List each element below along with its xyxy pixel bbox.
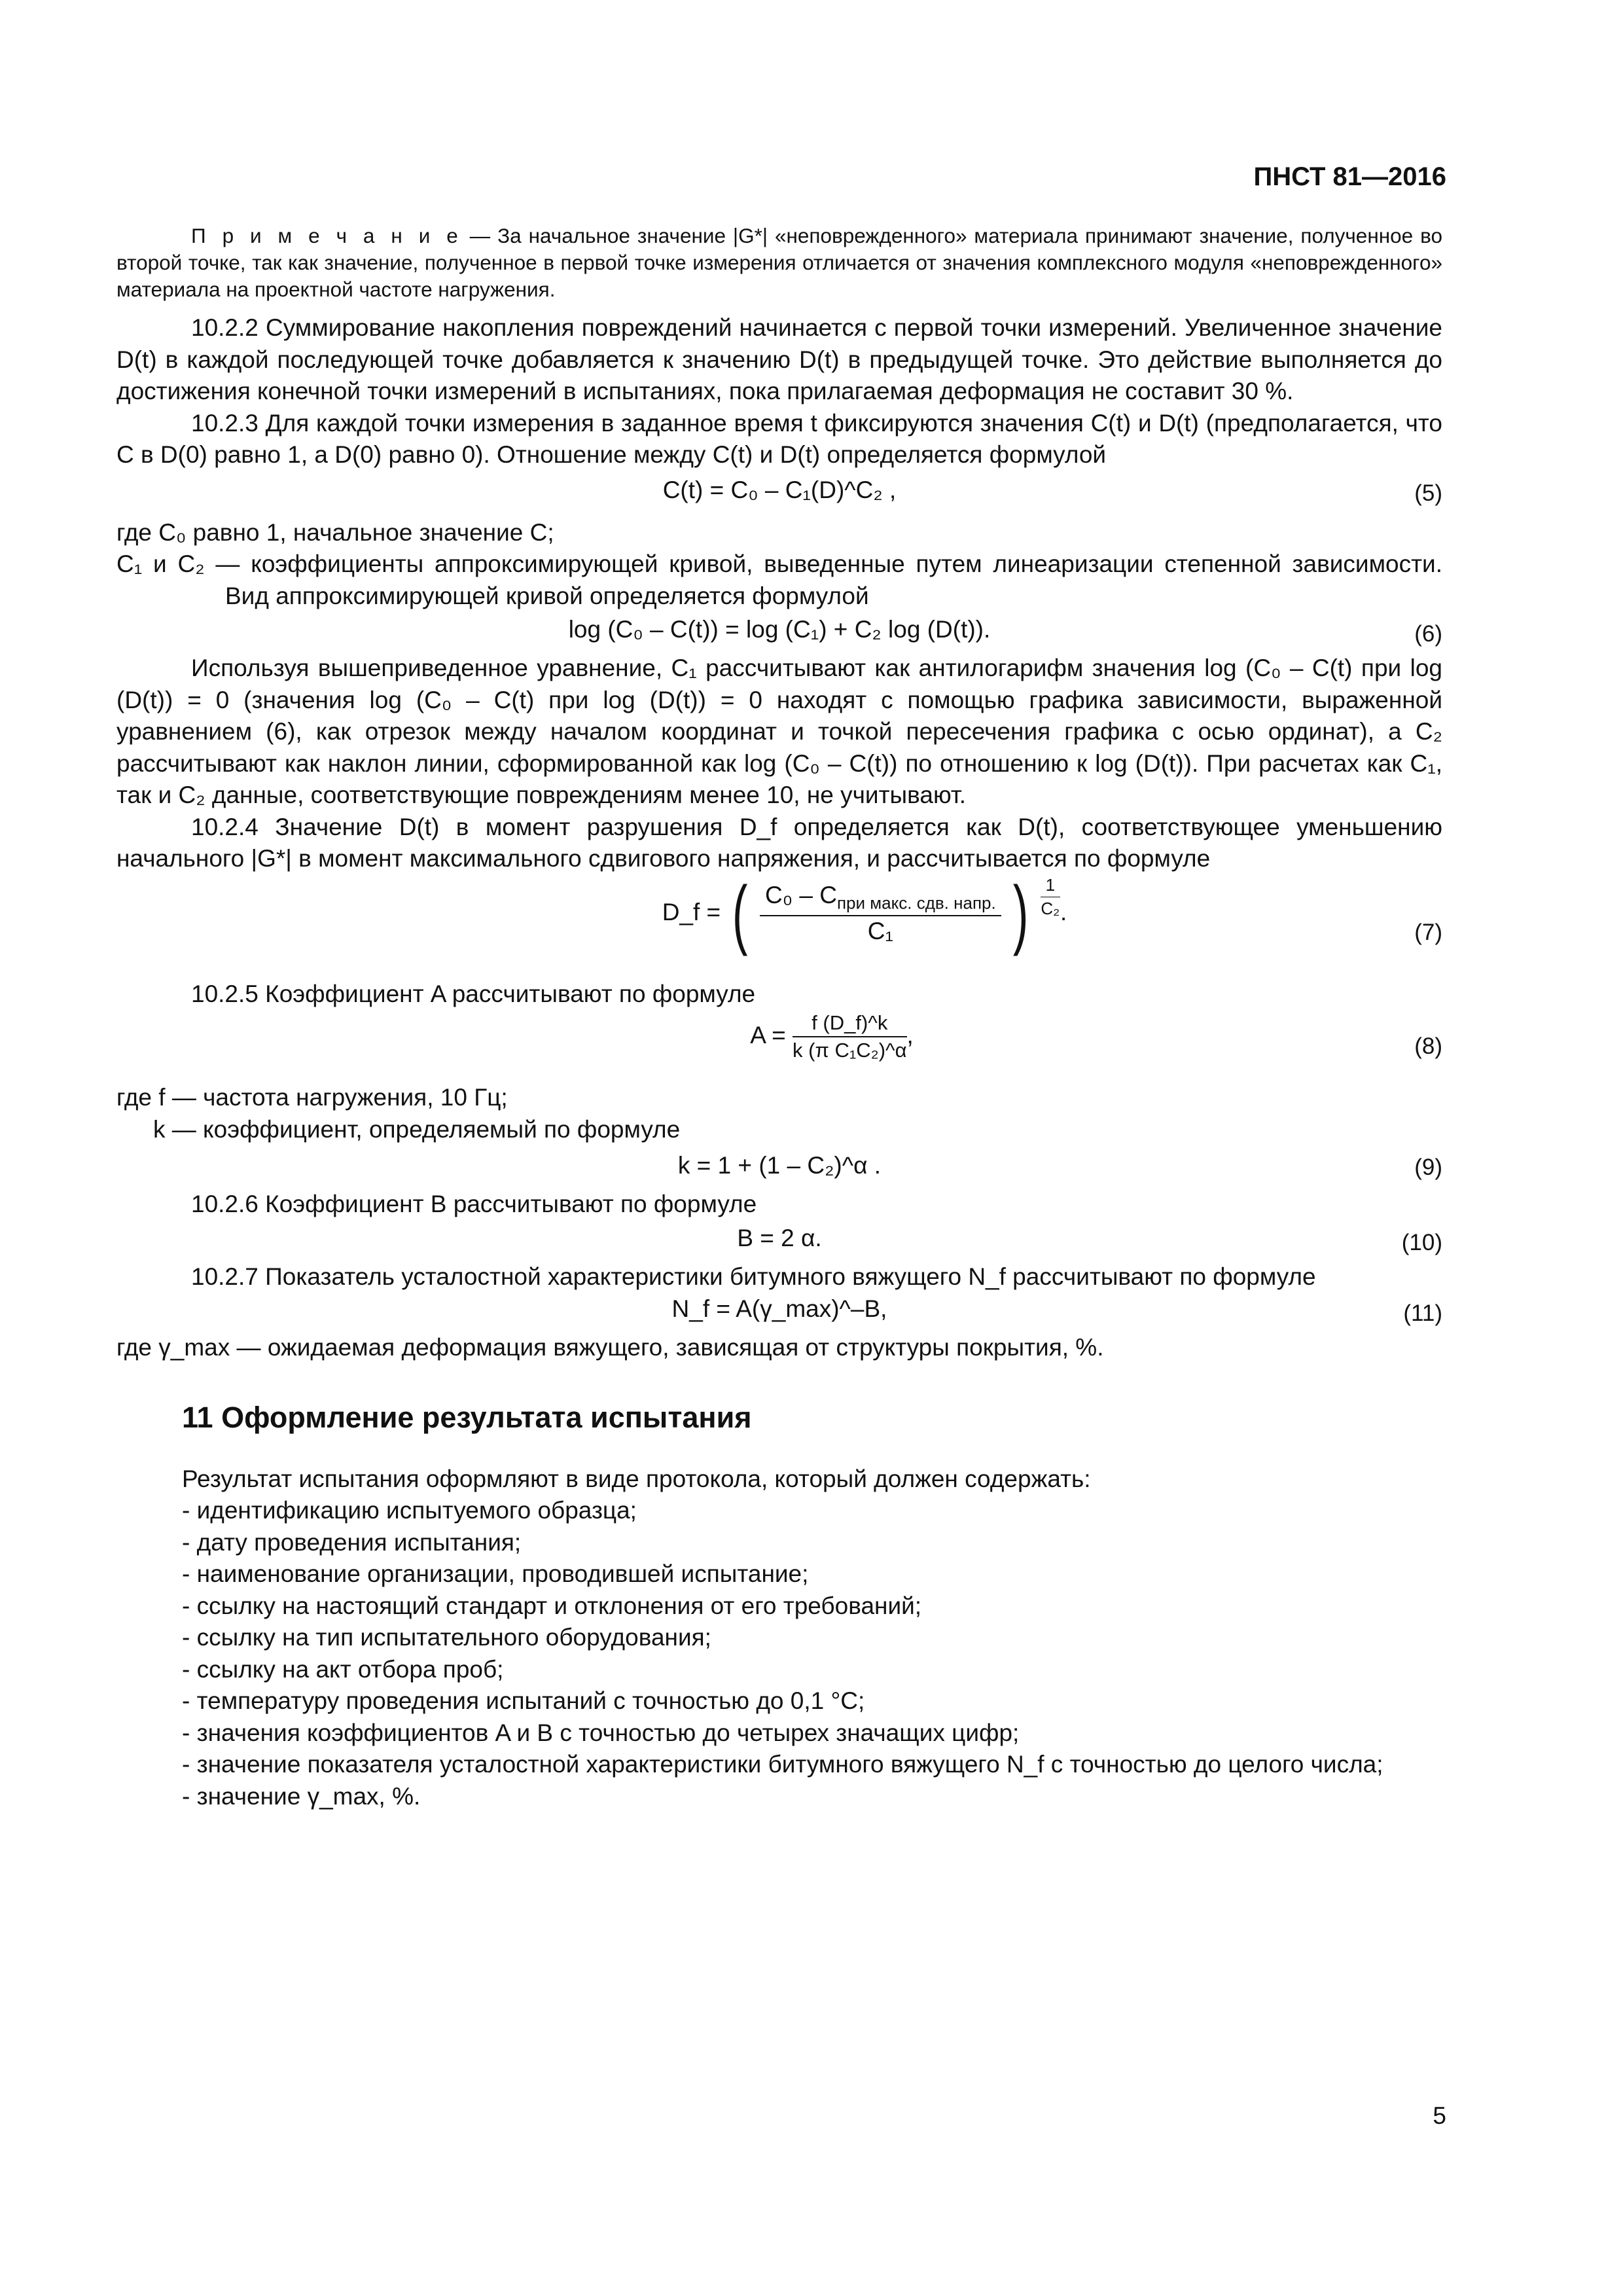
where-k: k — коэффициент, определяемый по формуле bbox=[153, 1115, 681, 1143]
where-f: где f — частота нагружения, 10 Гц; bbox=[116, 1084, 508, 1111]
equation-10-number: (10) bbox=[1401, 1229, 1442, 1255]
equation-10-body: B = 2 α. bbox=[737, 1224, 822, 1251]
equation-7-number: (7) bbox=[1414, 919, 1442, 945]
list-item: - дату проведения испытания; bbox=[182, 1528, 522, 1556]
paragraph-using: Используя вышеприведенное уравнение, C₁ рассчитывают как антилогарифм значения log (C₀ – C(t) при log (D(t)) = 0 (значения log (C₀ – C(t) при log (D(t)) = 0 находят с помощью графика зависимости, выраженной уравнением (6), как отрезок между началом координат и точкой пересечения графика с осью ординат), а C₂ рассчитывают как наклон линии, сформированной как log (C₀ – C(t)) по отношению к log (D(t)). При расчетах как C₁, так и C₂ данные, соответствующие повреждениям менее 10, не учитывают. bbox=[116, 655, 1442, 808]
right-paren-icon: ) bbox=[1012, 870, 1029, 957]
equation-7-subscript: при макс. сдв. напр. bbox=[836, 893, 996, 913]
paragraph-10-2-4: 10.2.4 Значение D(t) в момент разрушения D_f определяется как D(t), соответствующее уменьшению начального |G*| в момент максимального сдвигового напряжения, и рассчитывается по формуле bbox=[116, 813, 1442, 872]
equation-9-body: k = 1 + (1 – C₂)^α . bbox=[677, 1152, 882, 1179]
equation-8-body bbox=[169, 1011, 1495, 1062]
page-number: 5 bbox=[1433, 2102, 1446, 2129]
where-gamma: где γ_max — ожидаемая деформация вяжущего, зависящая от структуры покрытия, %. bbox=[116, 1334, 1104, 1361]
equation-8-tail: , bbox=[906, 1021, 914, 1049]
where-c1-c2: C₁ и C₂ — коэффициенты аппроксимирующей кривой, выведенные путем линеаризации степенной зависимости. Вид аппроксимирующей кривой определяется формулой bbox=[116, 550, 1442, 609]
equation-7-exp-den: C₂ bbox=[1041, 898, 1060, 918]
equation-7-exponent bbox=[1041, 875, 1060, 919]
equation-7-body bbox=[202, 870, 1527, 957]
list-item: - ссылку на тип испытательного оборудования; bbox=[182, 1624, 711, 1651]
equation-7-tail: . bbox=[1060, 898, 1067, 925]
list-item: - значение показателя усталостной характеристики битумного вяжущего N_f с точностью до целого числа; bbox=[182, 1751, 1383, 1778]
note-text: — За начальное значение |G*| «неповрежденного» материала принимают значение, полученное во второй точке, так как значение, полученное в первой точке измерения отличается от значения комплексного модуля «неповрежденного» материала на проектной частоте нагружения. bbox=[116, 224, 1442, 301]
equation-11-number: (11) bbox=[1403, 1300, 1442, 1326]
paragraph-10-2-3: 10.2.3 Для каждой точки измерения в заданное время t фиксируются значения C(t) и D(t) (предполагается, что C в D(0) равно 1, а D(0) равно 0). Отношение между C(t) и D(t) определяется формулой bbox=[116, 409, 1442, 468]
equation-8-numerator: f (D_f)^k bbox=[793, 1011, 907, 1037]
equation-8-number: (8) bbox=[1414, 1033, 1442, 1059]
equation-7-fraction bbox=[760, 882, 1001, 944]
paragraph-10-2-5: 10.2.5 Коэффициент A рассчитывают по формуле bbox=[191, 980, 756, 1007]
equation-5-number: (5) bbox=[1414, 480, 1442, 506]
equation-8-fraction bbox=[793, 1011, 907, 1062]
equation-6-body: log (C₀ – C(t)) = log (C₁) + C₂ log (D(t)). bbox=[568, 616, 991, 643]
equation-11 bbox=[116, 1293, 1442, 1332]
document-header: ПНСТ 81—2016 bbox=[1253, 162, 1446, 191]
list-item: - наименование организации, проводившей испытание; bbox=[182, 1560, 809, 1587]
results-list bbox=[116, 1463, 1442, 1813]
list-item: - температуру проведения испытаний с точностью до 0,1 °С; bbox=[182, 1687, 865, 1714]
paragraph-10-2-6: 10.2.6 Коэффициент B рассчитывают по формуле bbox=[191, 1191, 757, 1217]
note-label: П р и м е ч а н и е bbox=[191, 224, 463, 247]
results-intro: Результат испытания оформляют в виде протокола, который должен содержать: bbox=[182, 1465, 1091, 1492]
body-text bbox=[116, 223, 1442, 1812]
list-item: - ссылку на акт отбора проб; bbox=[182, 1655, 504, 1683]
equation-5 bbox=[116, 471, 1442, 517]
note-paragraph bbox=[116, 223, 1442, 303]
equation-8 bbox=[116, 1010, 1442, 1082]
equation-7 bbox=[116, 870, 1442, 973]
equation-5-body: C(t) = C₀ – C₁(D)^C₂ , bbox=[662, 476, 897, 503]
equation-9-number: (9) bbox=[1414, 1155, 1442, 1180]
paragraph-10-2-7: 10.2.7 Показатель усталостной характеристики битумного вяжущего N_f рассчитывают по формуле bbox=[191, 1263, 1316, 1290]
list-item: - ссылку на настоящий стандарт и отклонения от его требований; bbox=[182, 1592, 922, 1619]
equation-11-body: N_f = A(γ_max)^–B, bbox=[671, 1295, 887, 1322]
equation-8-denominator: k (π C₁C₂)^α bbox=[793, 1039, 907, 1062]
list-item: - идентификацию испытуемого образца; bbox=[182, 1497, 637, 1524]
equation-9 bbox=[116, 1145, 1442, 1189]
list-item: - значение γ_max, %. bbox=[182, 1782, 421, 1810]
equation-6 bbox=[116, 612, 1442, 653]
equation-7-exp-num: 1 bbox=[1041, 875, 1060, 897]
paragraph-10-2-2: 10.2.2 Суммирование накопления повреждений начинается с первой точки измерений. Увеличенное значение D(t) в каждой последующей точке добавляется к значению D(t) в предыдущей точке. Это действие выполняется до достижения конечной точки измерений в испытаниях, пока прилагаемая деформация не составит 30 %. bbox=[116, 314, 1442, 404]
list-item: - значения коэффициентов A и B с точностью до четырех значащих цифр; bbox=[182, 1719, 1020, 1746]
section-heading: 11 Оформление результата испытания bbox=[182, 1400, 752, 1434]
equation-7-denominator: C₁ bbox=[867, 917, 893, 944]
left-paren-icon: ( bbox=[732, 870, 748, 957]
equation-10 bbox=[116, 1221, 1442, 1261]
equation-8-lhs: A = bbox=[750, 1021, 786, 1049]
equation-7-lhs: D_f = bbox=[662, 898, 721, 925]
where-c0: где C₀ равно 1, начальное значение C; bbox=[116, 518, 554, 546]
equation-7-numerator: C₀ – C bbox=[765, 882, 837, 909]
equation-6-number: (6) bbox=[1414, 621, 1442, 647]
